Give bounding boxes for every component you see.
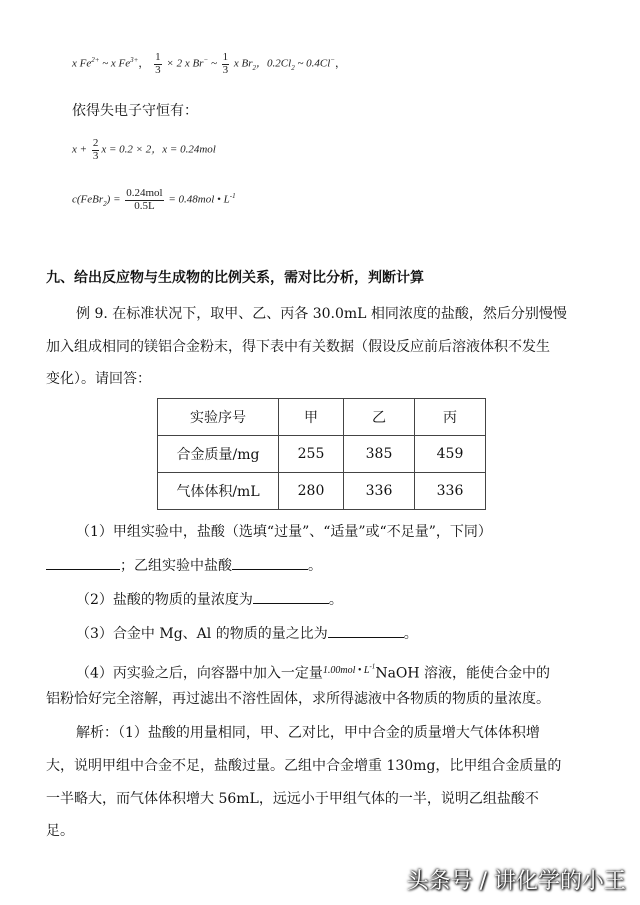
table-row	[158, 473, 486, 510]
conservation-text: 依得失电子守恒有：	[72, 103, 198, 119]
formula-electron-transfer: x $Fe^{2+}$ ~ x $Fe^{3+}$， $\frac{1}{3}$ × 2 x Br− ~ $\frac{1}{3}$ x $Br_2$，$0.2Cl_2$ ~ 0.4Cl−，	[72, 51, 347, 76]
table-cell: 385	[344, 436, 415, 473]
naoh-concentration: 1.00mol • L-1	[322, 663, 376, 677]
table-cell: 气体体积/mL	[158, 473, 279, 510]
question-1-line-2: ；乙组实验中盐酸 。	[46, 555, 322, 576]
analysis-line-2: 大，说明甲组中合金不足，盐酸过量。乙组中合金增重 130mg，比甲组合金质量的	[46, 758, 562, 774]
analysis-line-4: 足。	[46, 823, 74, 839]
table-cell: 336	[415, 473, 486, 510]
answer-blank[interactable]	[232, 555, 308, 570]
example-line-1: 例 9. 在标准状况下，取甲、乙、丙各 30.0mL 相同浓度的盐酸，然后分别慢慢	[76, 306, 567, 322]
table-header-cell: 甲	[279, 399, 344, 436]
question-4-line-1: （4）丙实验之后，向容器中加入一定量$^{1.00mol • L^{-1}}$NaOH 溶液，能使合金中的	[76, 663, 551, 682]
analysis-line-1: 解析：（1）盐酸的用量相同，甲、乙对比，甲中合金的质量增大气体体积增	[76, 725, 540, 741]
table-header-cell: 丙	[415, 399, 486, 436]
answer-blank[interactable]	[328, 623, 404, 638]
fraction-one-third-second: $\frac{1}{3}$	[222, 51, 229, 76]
table-header-cell: 实验序号	[158, 399, 279, 436]
table-header-cell: 乙	[344, 399, 415, 436]
table-cell: 280	[279, 473, 344, 510]
formula-equation: x + $\frac{2}{3}$ x = 0.2 × 2，x = 0.24mol	[72, 137, 216, 162]
table-cell: 336	[344, 473, 415, 510]
table-cell: 合金质量/mg	[158, 436, 279, 473]
watermark-logo: 头条号 / 讲化学的小王	[406, 869, 626, 894]
table-header-row	[158, 399, 486, 436]
question-4-line-2: 铝粉恰好完全溶解，再过滤出不溶性固体，求所得滤液中各物质的物质的量浓度。	[46, 691, 550, 707]
analysis-line-3: 一半略大，而气体体积增大 56mL，远远小于甲组气体的一半，说明乙组盐酸不	[46, 791, 539, 807]
question-2: （2）盐酸的物质的量浓度为 。	[76, 589, 343, 610]
section-heading: 九、给出反应物与生成物的比例关系，需对比分析，判断计算	[46, 270, 424, 286]
fraction-two-thirds: $\frac{2}{3}$	[92, 137, 99, 162]
answer-blank[interactable]	[46, 555, 120, 570]
example-line-2: 加入组成相同的镁铝合金粉末，得下表中有关数据（假设反应前后溶液体积不发生	[46, 339, 550, 355]
question-3: （3）合金中 Mg、Al 的物质的量之比为 。	[76, 623, 418, 644]
experiment-data-table	[157, 398, 486, 510]
table-row	[158, 436, 486, 473]
example-line-3: 变化）。请回答：	[46, 371, 151, 387]
formula-concentration: c(FeBr$_2$) = $\frac{\text{0.24mol}}{0.5L}$ = 0.48mol • $L^{-1}$	[72, 187, 236, 212]
fraction-one-third: $\frac{1}{3}$	[155, 51, 161, 76]
answer-blank[interactable]	[253, 589, 329, 604]
fraction-concentration: $\frac{\text{0.24mol}}{0.5L}$	[126, 187, 163, 212]
table-cell: 459	[415, 436, 486, 473]
question-1-line-1: （1）甲组实验中，盐酸（选填“过量”、“适量”或“不足量”，下同）	[76, 524, 492, 540]
table-cell: 255	[279, 436, 344, 473]
